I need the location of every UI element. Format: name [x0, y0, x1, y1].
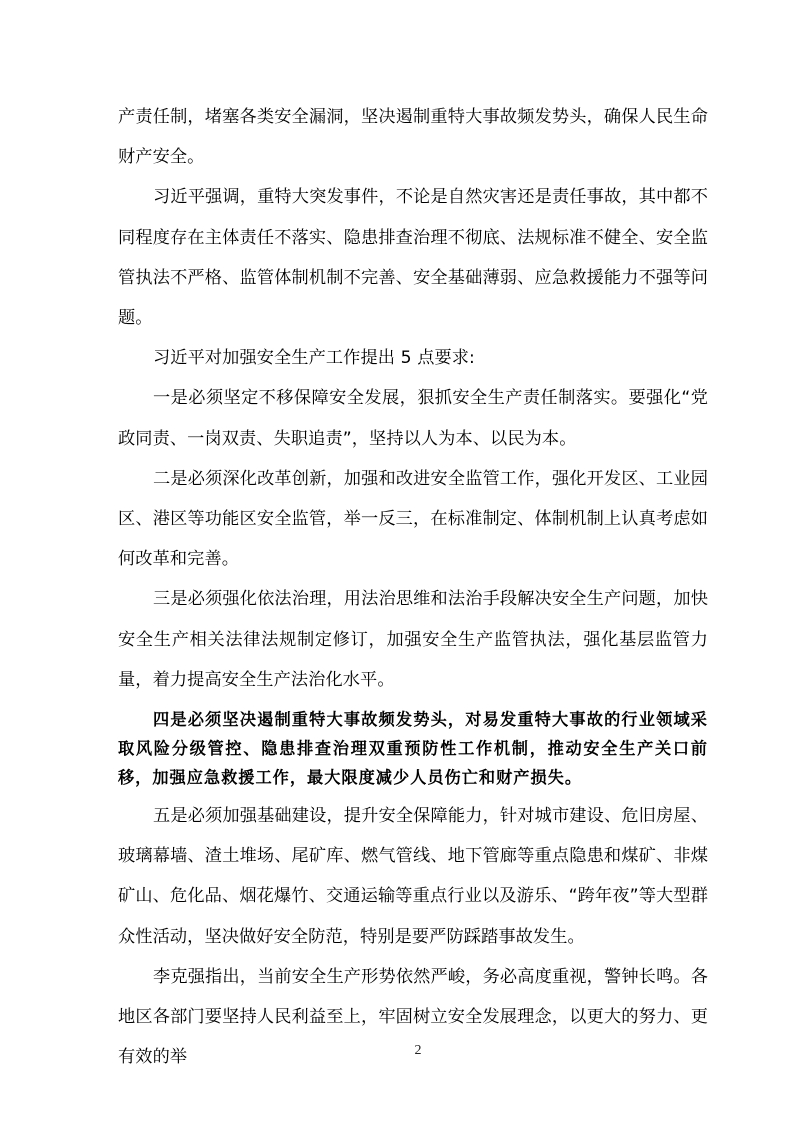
- paragraph-6: 三是必须强化依法治理，用法治思维和法治手段解决安全生产问题，加快安全生产相关法律法规制定修订，加强安全生产监管执法，强化基层监管力量，着力提高安全生产法治化水平。: [118, 589, 708, 690]
- paragraph-2: 习近平强调，重特大突发事件，不论是自然灾害还是责任事故，其中都不同程度存在主体责任不落实、隐患排查治理不彻底、法规标准不健全、安全监管执法不严格、监管体制机制不完善、安全基础薄弱、应急救援能力不强等问题。: [118, 187, 708, 329]
- paragraph-8: 五是必须加强基础建设，提升安全保障能力，针对城市建设、危旧房屋、玻璃幕墙、渣土堆场、尾矿库、燃气管线、地下管廊等重点隐患和煤矿、非煤矿山、危化品、烟花爆竹、交通运输等重点行业以及游乐、“跨年夜”等大型群众性活动，坚决做好安全防范，特别是要严防踩踏事故发生。: [118, 806, 708, 947]
- paragraph-3: 习近平对加强安全生产工作提出 5 点要求:: [153, 348, 475, 369]
- paragraph-4: 一是必须坚定不移保障安全发展，狠抓安全生产责任制落实。要强化“党政同责、一岗双责、失职追责”，坚持以人为本、以民为本。: [118, 388, 708, 449]
- paragraph-5: 二是必须深化改革创新，加强和改进安全监管工作，强化开发区、工业园区、港区等功能区安全监管，举一反三，在标准制定、体制机制上认真考虑如何改革和完善。: [118, 468, 708, 570]
- paragraph-7-emphasis: 四是必须坚决遏制重特大事故频发势头，对易发重特大事故的行业领域采取风险分级管控、隐患排查治理双重预防性工作机制，推动安全生产关口前移，加强应急救援工作，最大限度减少人员伤亡和财产损失。: [118, 710, 708, 788]
- document-body: [118, 97, 708, 1077]
- page-number: 2: [414, 1043, 422, 1058]
- paragraph-9: 李克强指出，当前安全生产形势依然严峻，务必高度重视，警钟长鸣。各地区各部门要坚持人民利益至上，牢固树立安全发展理念，以更大的努力、更有效的举: [118, 966, 708, 1068]
- paragraph-1: 产责任制，堵塞各类安全漏洞，坚决遏制重特大事故频发势头，确保人民生命财产安全。: [118, 107, 708, 168]
